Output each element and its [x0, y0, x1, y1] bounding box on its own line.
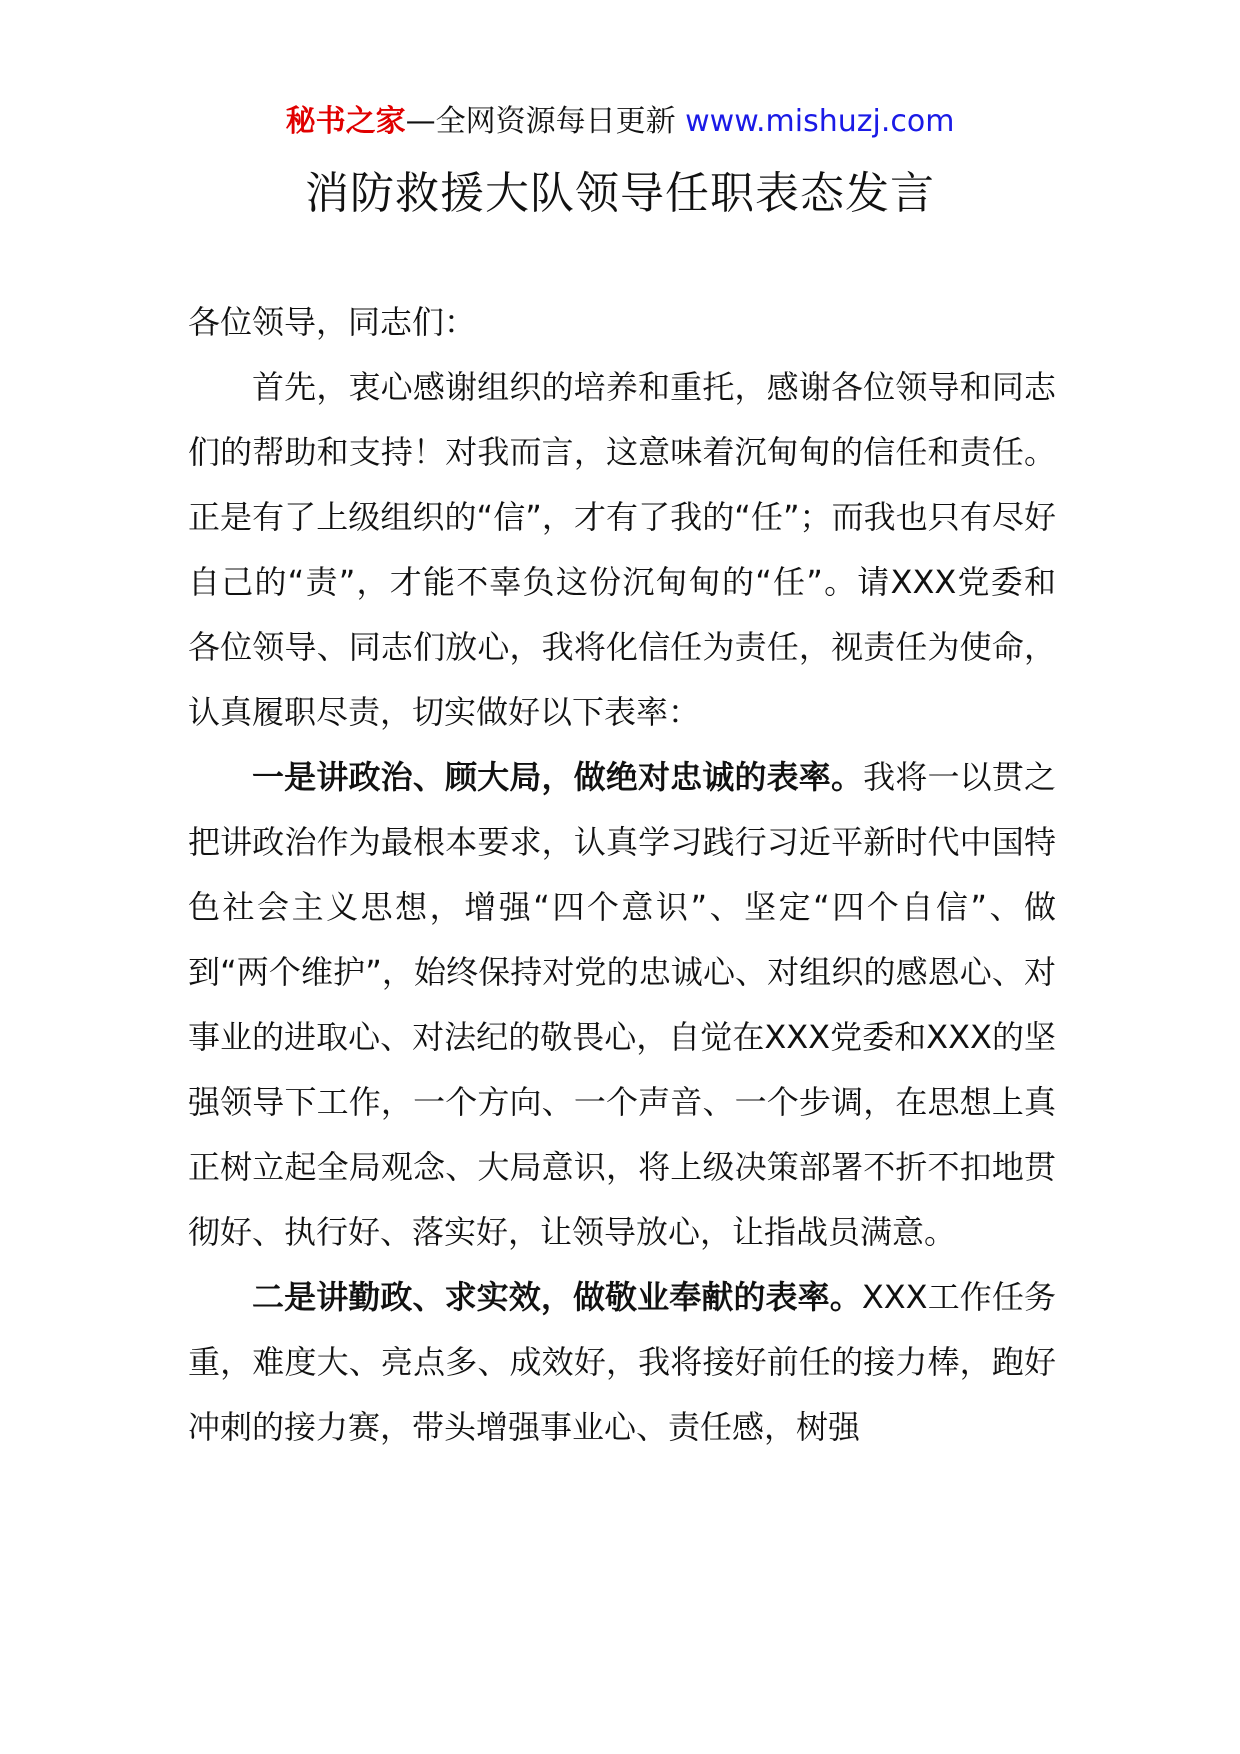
paragraph-text: 我将一以贯之把讲政治作为最根本要求，认真学习践行习近平新时代中国特色社会主义思想，增强“四个意识”、坚定“四个自信”、做到“两个维护”，始终保持对党的忠诚心、对组织的感恩心、对事业的进取心、对法纪的敬畏心，自觉在XXX党委和XXX的坚强领导下工作，一个方向、一个声音、一个步调，在思想上真正树立起全局观念、大局意识，将上级决策部署不折不扣地贯彻好、执行好、落实好，让领导放心，让指战员满意。 — [188, 758, 1056, 1251]
site-tagline: —全网资源每日更新 — [405, 104, 686, 139]
paragraph-lead: 二是讲勤政、求实效，做敬业奉献的表率。 — [252, 1278, 862, 1316]
document-title: 消防救援大队领导任职表态发言 — [305, 168, 935, 219]
site-brand: 秘书之家 — [285, 104, 406, 139]
paragraph-point-one — [188, 745, 1056, 1265]
document-body — [188, 290, 1056, 1460]
paragraph-text: XXX工作任务重，难度大、亮点多、成效好，我将接好前任的接力棒，跑好冲刺的接力赛，带头增强事业心、责任感，树强 — [188, 1278, 1056, 1446]
paragraph-text: 首先，衷心感谢组织的培养和重托，感谢各位领导和同志们的帮助和支持！对我而言，这意味着沉甸甸的信任和责任。正是有了上级组织的“信”，才有了我的“任”；而我也只有尽好自己的“责”，才能不辜负这份沉甸甸的“任”。请XXX党委和各位领导、同志们放心，我将化信任为责任，视责任为使命，认真履职尽责，切实做好以下表率： — [188, 368, 1056, 731]
salutation: 各位领导，同志们： — [188, 303, 477, 341]
site-header — [0, 100, 1240, 144]
paragraph-point-two — [188, 1265, 1056, 1460]
paragraph-lead: 一是讲政治、顾大局，做绝对忠诚的表率。 — [252, 758, 864, 796]
paragraph-opening — [188, 355, 1056, 745]
site-url-link[interactable]: www.mishuzj.com — [685, 104, 955, 139]
